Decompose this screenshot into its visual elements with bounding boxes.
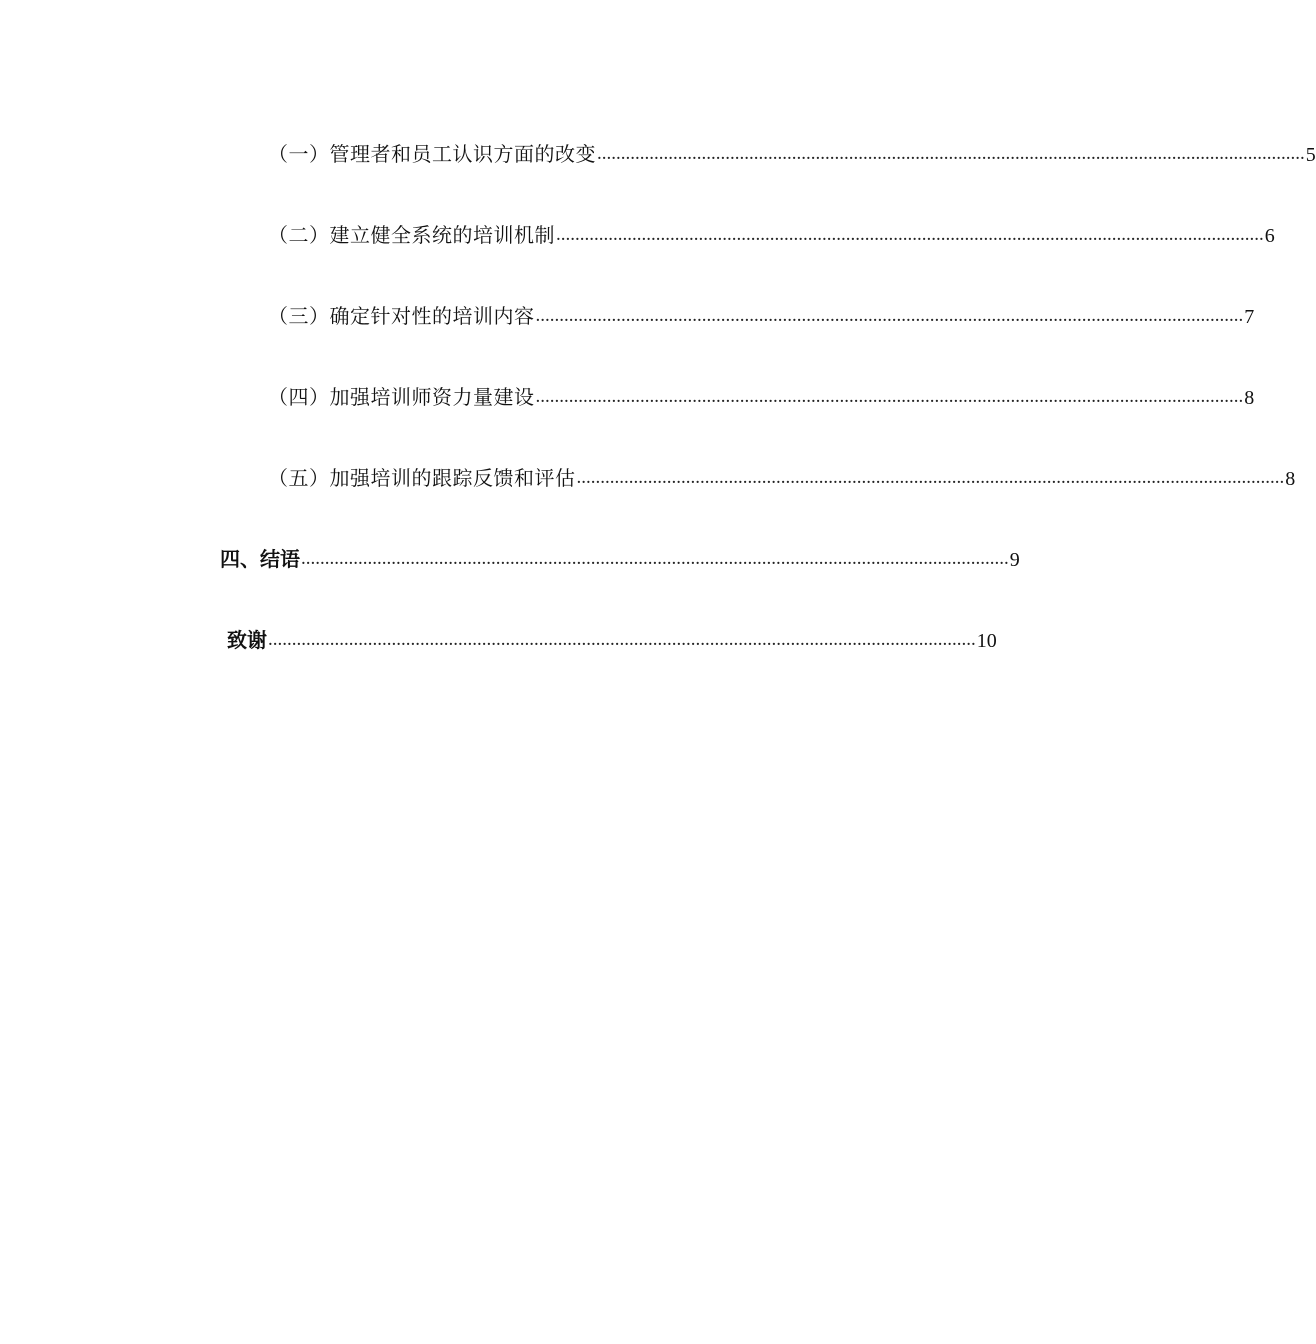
toc-entry-1[interactable]: [268, 140, 1316, 168]
toc-page-number: 5: [1305, 144, 1316, 166]
toc-page-number: 8: [1244, 387, 1255, 409]
toc-entry-3[interactable]: [268, 302, 1255, 330]
toc-leader-dots: .....................................................................................................................................................: [597, 143, 1305, 164]
toc-entry-label: 致谢: [227, 628, 267, 652]
toc-leader-dots: .....................................................................................................................................................: [301, 548, 1009, 569]
toc-page-number: 7: [1244, 306, 1255, 328]
toc-leader-dots: .....................................................................................................................................................: [535, 386, 1244, 407]
toc-entry-6[interactable]: [220, 545, 1020, 573]
toc-page-number: 6: [1264, 225, 1275, 247]
toc-entry-label: （五）加强培训的跟踪反馈和评估: [268, 466, 576, 490]
toc-entry-7[interactable]: [227, 626, 997, 654]
toc-entry-label: （四）加强培训师资力量建设: [268, 385, 535, 409]
toc-leader-dots: .....................................................................................................................................................: [268, 629, 976, 650]
toc-entry-2[interactable]: [268, 221, 1275, 249]
toc-leader-dots: .....................................................................................................................................................: [535, 305, 1244, 326]
toc-leader-dots: .....................................................................................................................................................: [576, 467, 1285, 488]
toc-entry-label: 四、结语: [220, 547, 300, 571]
toc-entry-5[interactable]: [268, 464, 1296, 492]
toc-page-number: 8: [1285, 468, 1296, 490]
toc-leader-dots: .....................................................................................................................................................: [556, 224, 1264, 245]
toc-entry-label: （三）确定针对性的培训内容: [268, 304, 535, 328]
toc-entry-label: （一）管理者和员工认识方面的改变: [268, 142, 596, 166]
toc-entry-4[interactable]: [268, 383, 1255, 411]
toc-page-number: 9: [1009, 549, 1020, 571]
toc-entry-label: （二）建立健全系统的培训机制: [268, 223, 555, 247]
toc-page-number: 10: [976, 630, 997, 652]
